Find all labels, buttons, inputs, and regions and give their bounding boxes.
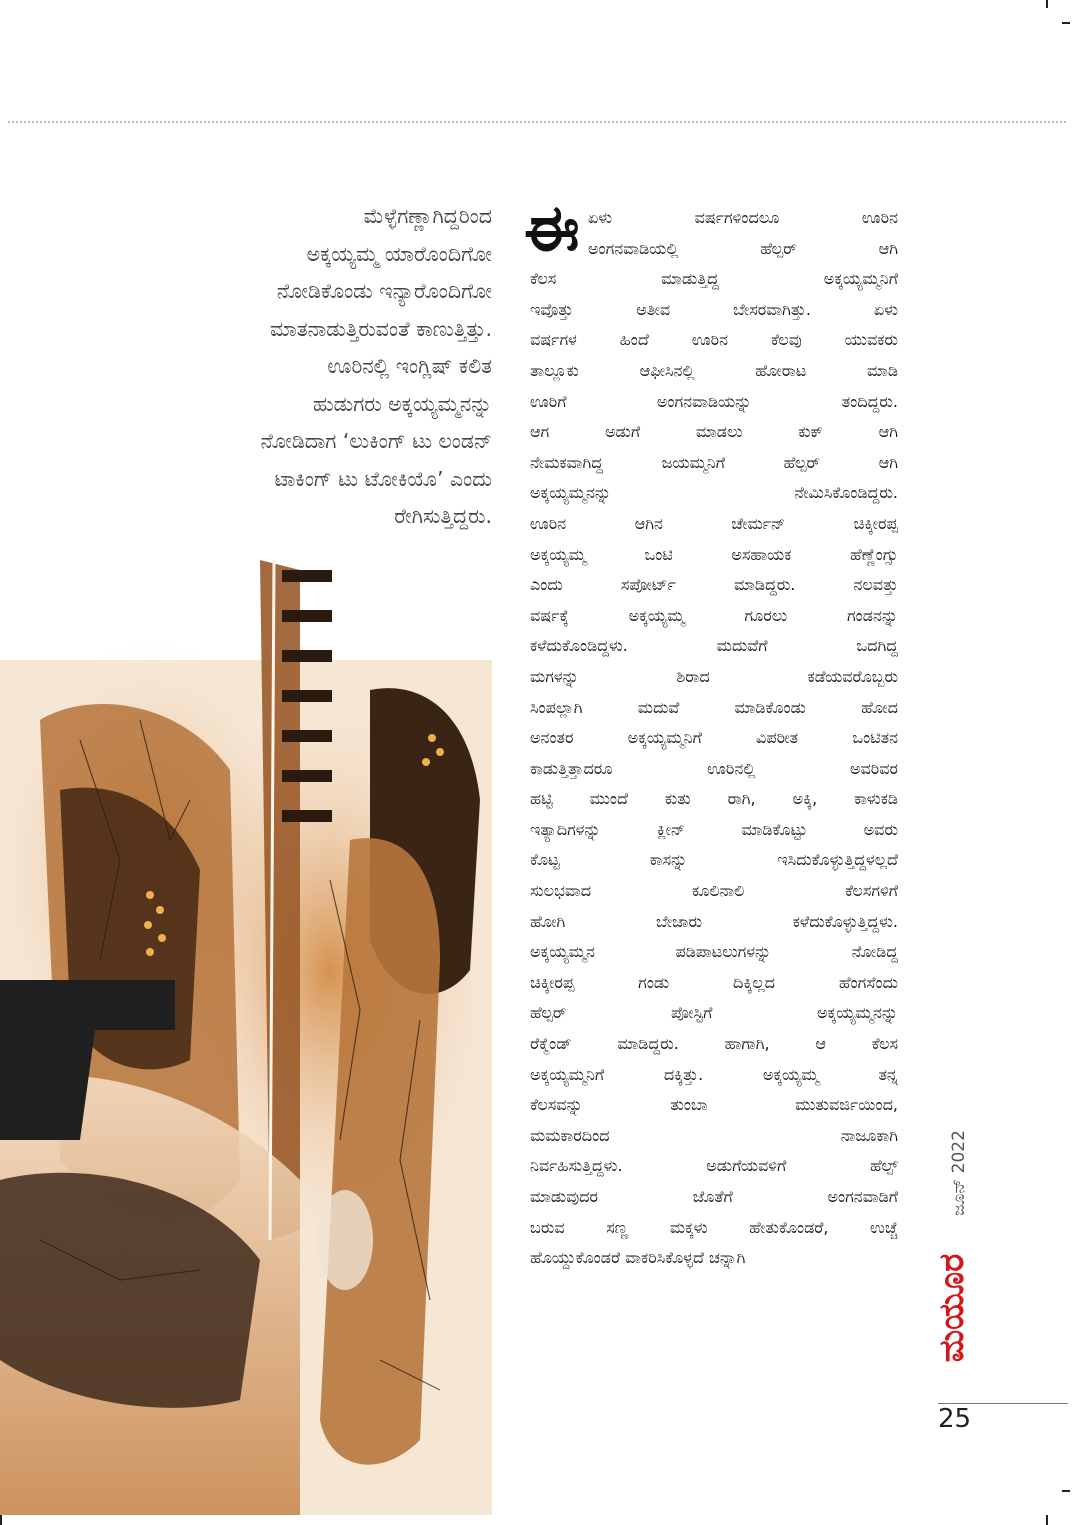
crop-mark: [0, 1515, 2, 1525]
article-line: ಅಕ್ಕಯ್ಯಮ್ಮನ ಪಡಿಪಾಟಲುಗಳನ್ನು ನೋಡಿದ್ದ: [530, 942, 898, 962]
pull-quote-line: ಅಕ್ಕಯ್ಯಮ್ಮ ಯಾರೊಂದಿಗೋ: [306, 241, 492, 266]
pull-quote-line: ಮಾತನಾಡುತ್ತಿರುವಂತೆ ಕಾಣುತ್ತಿತ್ತು.: [270, 316, 492, 341]
article-line: ಅಕ್ಕಯ್ಯಮ್ಮನನ್ನು ನೇಮಿಸಿಕೊಂಡಿದ್ದರು.: [530, 483, 898, 503]
article-line: ಮಗಳನ್ನು ಶಿರಾದ ಕಡೆಯವರೊಬ್ಬರು: [530, 666, 898, 686]
article-line: ಏಳು ವರ್ಷಗಳಿಂದಲೂ ಊರಿನ: [588, 208, 898, 227]
article-line: ಮಮಕಾರದಿಂದ ನಾಜೂಕಾಗಿ: [530, 1125, 898, 1145]
article-line: ಚಿಕ್ಕೀರಪ್ಪ ಗಂಡು ದಿಕ್ಕಿಲ್ಲದ ಹೆಂಗಸೆಂದು: [530, 972, 898, 992]
crop-mark: [1046, 1515, 1048, 1525]
article-line: ಕೆಲಸ ಮಾಡುತ್ತಿದ್ದ ಅಕ್ಕಯ್ಯಮ್ಮನಿಗೆ: [530, 269, 898, 289]
article-line: ವರ್ಷಕ್ಕೆ ಅಕ್ಕಯ್ಯಮ್ಮ ಗೂರಲು ಗಂಡನನ್ನು: [530, 605, 898, 625]
article-line: ಆಗ ಅಡುಗೆ ಮಾಡಲು ಕುಕ್ ಆಗಿ: [530, 422, 898, 442]
article-line: ಹೋಗಿ ಬೇಜಾರು ಕಳೆದುಕೊಳ್ಳುತ್ತಿದ್ದಳು.: [530, 911, 898, 931]
article-line: ಕಾಡುತ್ತಿತ್ತಾದರೂ ಊರಿನಲ್ಲಿ ಅವರಿವರ: [530, 758, 898, 778]
article-line: ವರ್ಷಗಳ ಹಿಂದೆ ಊರಿನ ಕೆಲವು ಯುವಕರು: [530, 330, 898, 350]
article-line: ಮಾಡುವುದರ ಜೊತೆಗೆ ಅಂಗನವಾಡಿಗೆ: [530, 1187, 898, 1206]
article-body: [530, 203, 898, 1274]
magazine-logo-text: ಮಯೂರ: [932, 1253, 972, 1363]
article-line: ಇವೊತ್ತು ಅತೀವ ಬೇಸರವಾಗಿತ್ತು. ಏಳು: [530, 299, 898, 319]
article-line: ಕಳೆದುಕೊಂಡಿದ್ದಳು. ಮದುವೆಗೆ ಒದಗಿದ್ದ: [530, 636, 898, 656]
article-line: ಸುಲಭವಾದ ಕೂಲಿನಾಲಿ ಕೆಲಸಗಳಿಗೆ: [530, 881, 898, 901]
article-line: ಹಟ್ಟಿ ಮುಂದೆ ಕುತು ರಾಗಿ, ಅಕ್ಕಿ, ಕಾಳುಕಡಿ: [530, 789, 898, 809]
article-line: ಕೆಲಸವನ್ನು ತುಂಬಾ ಮುತುವರ್ಜಿಯಿಂದ,: [530, 1095, 898, 1115]
pull-quote-line: ಟಾಕಿಂಗ್ ಟು ಟೋಕಿಯೊ’ ಎಂದು: [274, 466, 492, 491]
article-line: ಹೆಲ್ಪರ್ ಪೋಸ್ಟಿಗೆ ಅಕ್ಕಯ್ಯಮ್ಮನನ್ನು: [530, 1003, 898, 1023]
abstract-illustration: [0, 540, 492, 1515]
article-line: ಎಂದು ಸಪೋರ್ಟ್ ಮಾಡಿದ್ದರು. ನಲವತ್ತು: [530, 575, 898, 595]
issue-date-text: ಜೂನ್ 2022: [949, 1130, 969, 1216]
issue-date: [944, 1118, 974, 1228]
article-line: ಕೊಟ್ಟ ಕಾಸನ್ನು ಇಸಿದುಕೊಳ್ಳುತ್ತಿದ್ದಳಲ್ಲದೆ: [530, 850, 898, 870]
article-line: ಸಿಂಪಲ್ಲಾಗಿ ಮದುವೆ ಮಾಡಿಕೊಂಡು ಹೋದ: [530, 697, 898, 717]
pull-quote: [80, 198, 492, 536]
pull-quote-line: ನೋಡಿದಾಗ ‘ಲುಕಿಂಗ್ ಟು ಲಂಡನ್: [260, 429, 492, 453]
article-line: ಅಕ್ಕಯ್ಯಮ್ಮ ಒಂಟಿ ಅಸಹಾಯಕ ಹೆಣ್ಣೆಂಗ್ಸು: [530, 544, 898, 564]
article-line: ನಿರ್ವಹಿಸುತ್ತಿದ್ದಳು. ಅಡುಗೆಯವಳಿಗೆ ಹೆಲ್ಪ್: [530, 1156, 898, 1176]
article-line: ಹೊಯ್ದುಕೊಂಡರೆ ವಾಕರಿಸಿಕೊಳ್ಳದೆ ಚನ್ನಾಗಿ: [530, 1248, 746, 1268]
pull-quote-line: ರೇಗಿಸುತ್ತಿದ್ದರು.: [394, 504, 492, 528]
pull-quote-line: ಮೆಳ್ಳೆಗಣ್ಣಾಗಿದ್ದರಿಂದ: [363, 204, 492, 228]
magazine-logo: [930, 1232, 974, 1384]
header-dotted-rule: [8, 121, 1066, 123]
crop-mark: [1062, 1490, 1070, 1492]
crop-mark: [1062, 22, 1070, 24]
page-number: 25: [938, 1404, 972, 1434]
pull-quote-line: ಹುಡುಗರು ಅಕ್ಕಯ್ಯಮ್ಮನನ್ನು: [312, 391, 492, 416]
article-line: ತಾಲ್ಲೂಕು ಆಫೀಸಿನಲ್ಲಿ ಹೋರಾಟ ಮಾಡಿ: [530, 360, 898, 380]
pull-quote-line: ನೋಡಿಕೊಂಡು ಇನ್ಯಾರೊಂದಿಗೋ: [276, 279, 492, 303]
article-line: ಊರಿಗೆ ಅಂಗನವಾಡಿಯನ್ನು ತಂದಿದ್ದರು.: [530, 391, 898, 411]
pull-quote-line: ಊರಿನಲ್ಲಿ ಇಂಗ್ಲಿಷ್ ಕಲಿತ: [327, 354, 492, 378]
article-line: ರೆಕ್ಮೆಂಡ್ ಮಾಡಿದ್ದರು. ಹಾಗಾಗಿ, ಆ ಕೆಲಸ: [530, 1034, 898, 1054]
article-line: ನೇಮಕವಾಗಿದ್ದ ಜಯಮ್ಮನಿಗೆ ಹೆಲ್ಪರ್ ಆಗಿ: [530, 452, 898, 472]
article-line: ಅನಂತರ ಅಕ್ಕಯ್ಯಮ್ಮನಿಗೆ ವಿಪರೀತ ಒಂಟಿತನ: [530, 728, 898, 748]
article-line: ಇತ್ಯಾದಿಗಳನ್ನು ಕ್ಲೀನ್ ಮಾಡಿಕೊಟ್ಟು ಅವರು: [530, 819, 898, 839]
article-line: ಊರಿನ ಆಗಿನ ಚೇರ್ಮನ್ ಚಿಕ್ಕೀರಪ್ಪ: [530, 513, 898, 533]
crop-mark: [1046, 0, 1048, 8]
article-line: ಅಂಗನವಾಡಿಯಲ್ಲಿ ಹೆಲ್ಪರ್ ಆಗಿ: [588, 238, 898, 258]
article-line: ಬರುವ ಸಣ್ಣ ಮಕ್ಕಳು ಹೇತುಕೊಂಡರೆ, ಉಚ್ಚೆ: [530, 1217, 898, 1237]
drop-cap: ಈ: [524, 192, 580, 266]
article-line: ಅಕ್ಕಯ್ಯಮ್ಮನಿಗೆ ದಕ್ಕಿತ್ತು. ಅಕ್ಕಯ್ಯಮ್ಮ ತನ್ನ: [530, 1064, 898, 1084]
